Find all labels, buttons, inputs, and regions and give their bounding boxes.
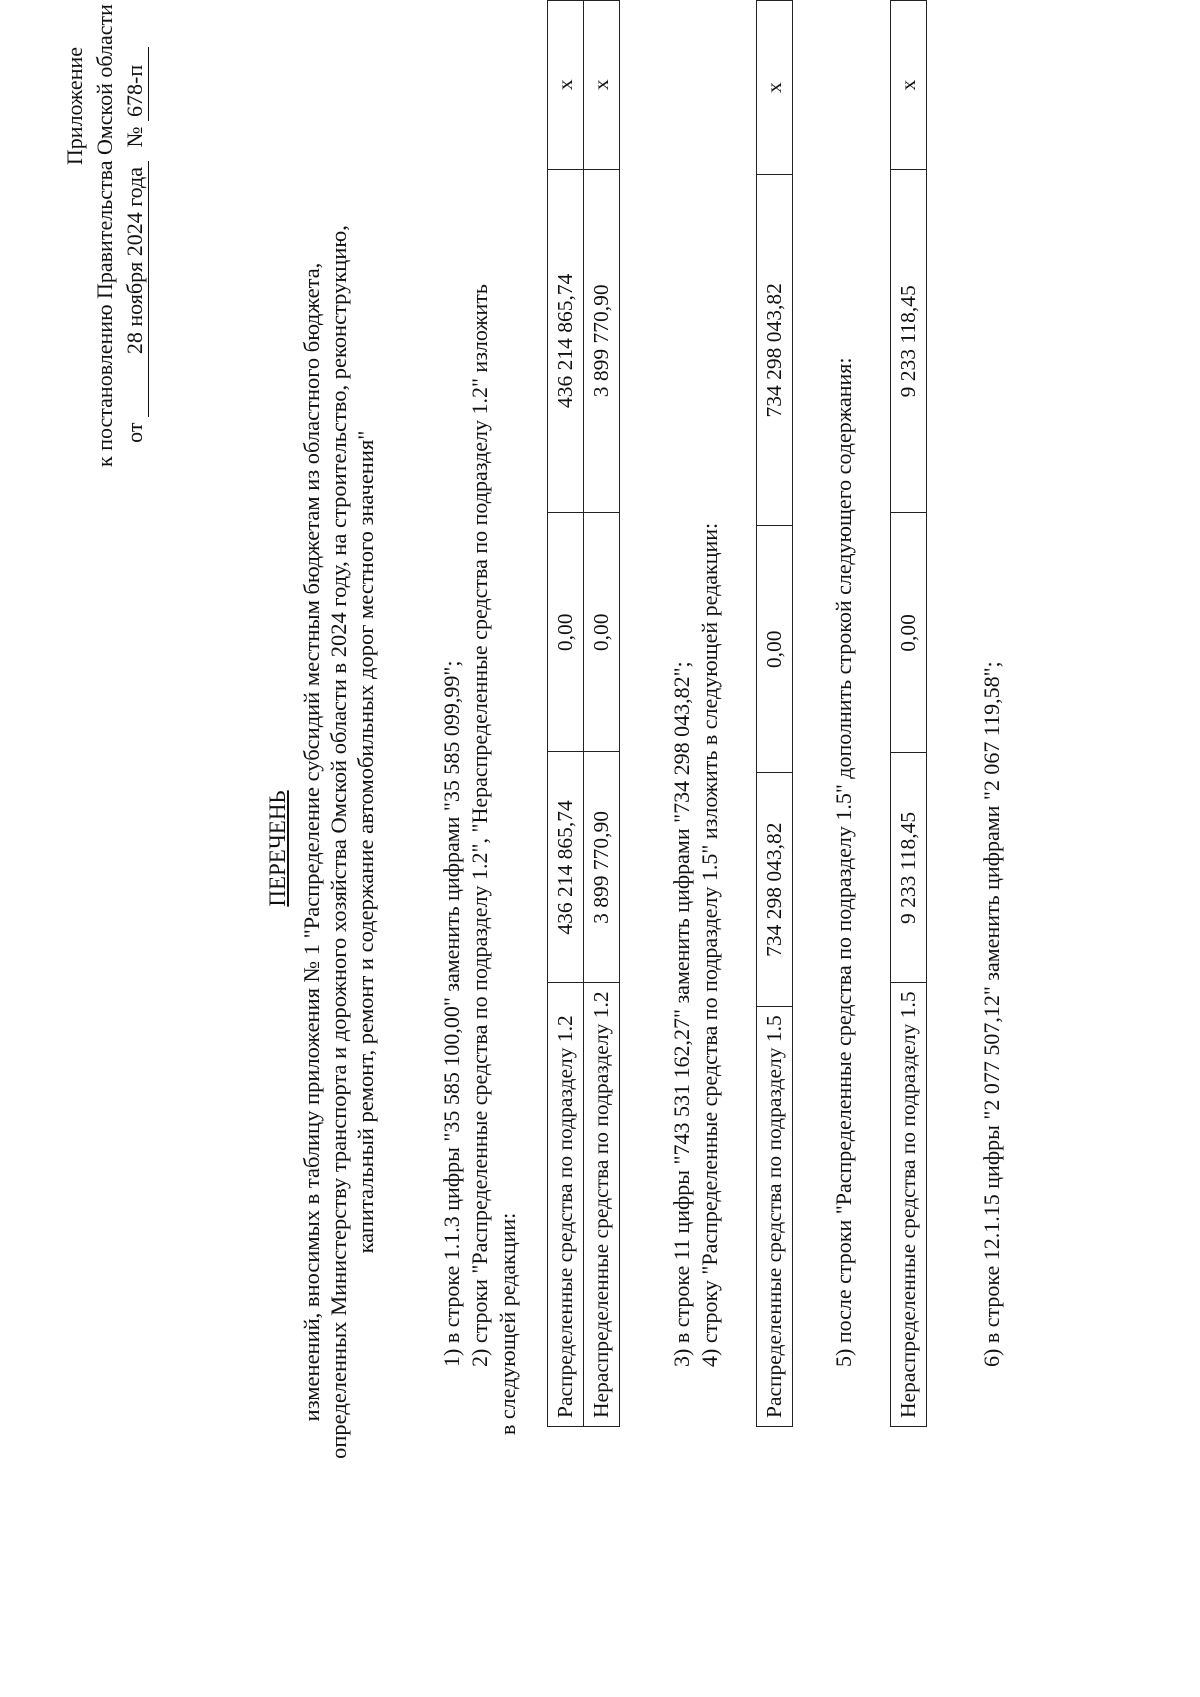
- table-row: [584, 1, 620, 1427]
- table-row: [757, 1, 793, 1427]
- appendix-date-number: [120, 47, 150, 467]
- item-4: 4) строку "Распределенные средства по подразделу 1.5" изложить в следующей редакции:: [697, 522, 722, 1367]
- value-cell: 3 899 770,90: [584, 752, 620, 983]
- item-5: 5) после строки "Распределенные средства по подразделу 1.5" дополнить строкой следующего содержания:: [831, 357, 856, 1367]
- value-cell: 436 214 865,74: [548, 752, 584, 983]
- value-cell: х: [548, 1, 584, 170]
- value-cell: 3 899 770,90: [584, 169, 620, 513]
- resolution-number: 678-п: [122, 47, 149, 121]
- value-cell: х: [584, 1, 620, 170]
- row-label: Нераспределенные средства по подразделу 1.5: [891, 983, 927, 1427]
- table-row: [548, 1, 584, 1427]
- item-2-line-1: 2) строки "Распределенные средства по подразделу 1.2", "Нераспределенные средства по подразделу 1.2" изложить: [467, 284, 492, 1367]
- value-cell: 0,00: [548, 513, 584, 752]
- appendix-title: Приложение: [62, 47, 87, 166]
- value-cell: 734 298 043,82: [757, 773, 793, 1007]
- value-cell: 0,00: [584, 513, 620, 752]
- document-title: ПЕРЕЧЕНЬ: [265, 790, 290, 907]
- item-1: 1) в строке 1.1.3 цифры "35 585 100,00" заменить цифрами "35 585 099,99";: [439, 660, 464, 1367]
- value-cell: 9 233 118,45: [891, 170, 927, 513]
- value-cell: х: [757, 1, 793, 175]
- item-6: 6) в строке 12.1.15 цифры "2 077 507,12" заменить цифрами "2 067 119,58";: [979, 661, 1004, 1367]
- value-cell: 0,00: [891, 513, 927, 753]
- row-label: Распределенные средства по подразделу 1.2: [548, 983, 584, 1427]
- table-section-1-5: [756, 0, 793, 1427]
- value-cell: 0,00: [757, 526, 793, 773]
- number-label: №: [122, 126, 147, 148]
- appendix-resolution: к постановлению Правительства Омской области: [92, 4, 117, 467]
- from-label: от: [122, 422, 147, 443]
- table-sections-1-2: [547, 0, 620, 1427]
- value-cell: 436 214 865,74: [548, 169, 584, 513]
- document-subtitle: изменений, вносимых в таблицу приложения № 1 "Распределение субсидий местным бюджетам из областного бюджета, определенных Министерству транспорта и дорожного хозяйства Омской области в 2024 году, на строительство, реконструкцию, капитальный ремонт, ремонт и содержание автомобильных дорог местного значения": [299, 225, 378, 1459]
- table-unallocated-1-5: [890, 0, 927, 1427]
- row-label: Нераспределенные средства по подразделу 1.2: [584, 983, 620, 1427]
- value-cell: х: [891, 1, 927, 170]
- item-2-line-2: в следующей редакции:: [495, 1212, 520, 1435]
- resolution-date: 28 ноября 2024 года: [122, 161, 149, 417]
- item-3: 3) в строке 11 цифры "743 531 162,27" заменить цифрами "734 298 043,82";: [669, 661, 694, 1367]
- row-label: Распределенные средства по подразделу 1.5: [757, 1007, 793, 1427]
- value-cell: 734 298 043,82: [757, 175, 793, 526]
- appendix-block: [60, 4, 150, 467]
- table-row: [891, 1, 927, 1427]
- value-cell: 9 233 118,45: [891, 753, 927, 983]
